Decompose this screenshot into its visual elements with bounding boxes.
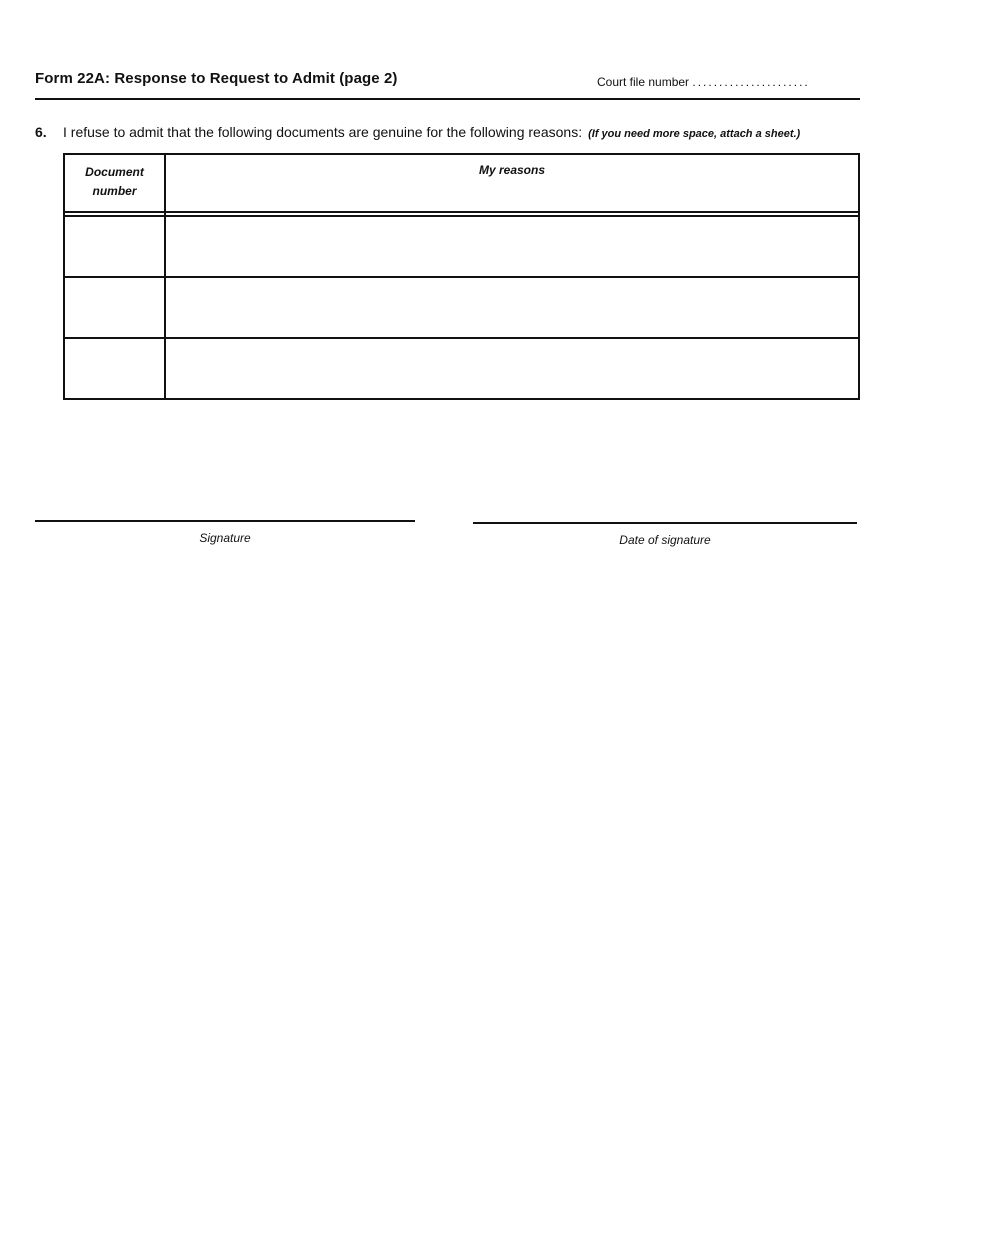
column-header-my-reasons: My reasons <box>165 154 859 212</box>
question-note: (If you need more space, attach a sheet.) <box>588 128 801 140</box>
court-file-number-field[interactable]: ...................... <box>692 75 810 89</box>
document-number-cell[interactable] <box>64 277 165 338</box>
document-number-cell[interactable] <box>64 338 165 399</box>
question-6 <box>35 124 800 140</box>
form-title: Form 22A: Response to Request to Admit (page 2) <box>35 70 398 87</box>
signature-label: Signature <box>199 531 251 545</box>
reasons-cell[interactable] <box>165 216 859 277</box>
header-divider <box>35 98 860 100</box>
court-file-number <box>597 75 810 89</box>
table-header-row <box>64 154 859 212</box>
signature-line[interactable] <box>35 520 415 522</box>
date-of-signature-line[interactable] <box>473 522 857 524</box>
question-number: 6. <box>35 124 47 140</box>
document-number-cell[interactable] <box>64 216 165 277</box>
table-row <box>64 216 859 277</box>
question-text: I refuse to admit that the following documents are genuine for the following reasons: <box>63 124 583 140</box>
reasons-cell[interactable] <box>165 338 859 399</box>
court-file-label: Court file number <box>597 75 690 89</box>
date-of-signature-label: Date of signature <box>619 533 711 547</box>
reasons-cell[interactable] <box>165 277 859 338</box>
table-row <box>64 338 859 399</box>
column-header-document-number: Document number <box>64 154 165 212</box>
documents-table <box>63 153 860 400</box>
table-row <box>64 277 859 338</box>
